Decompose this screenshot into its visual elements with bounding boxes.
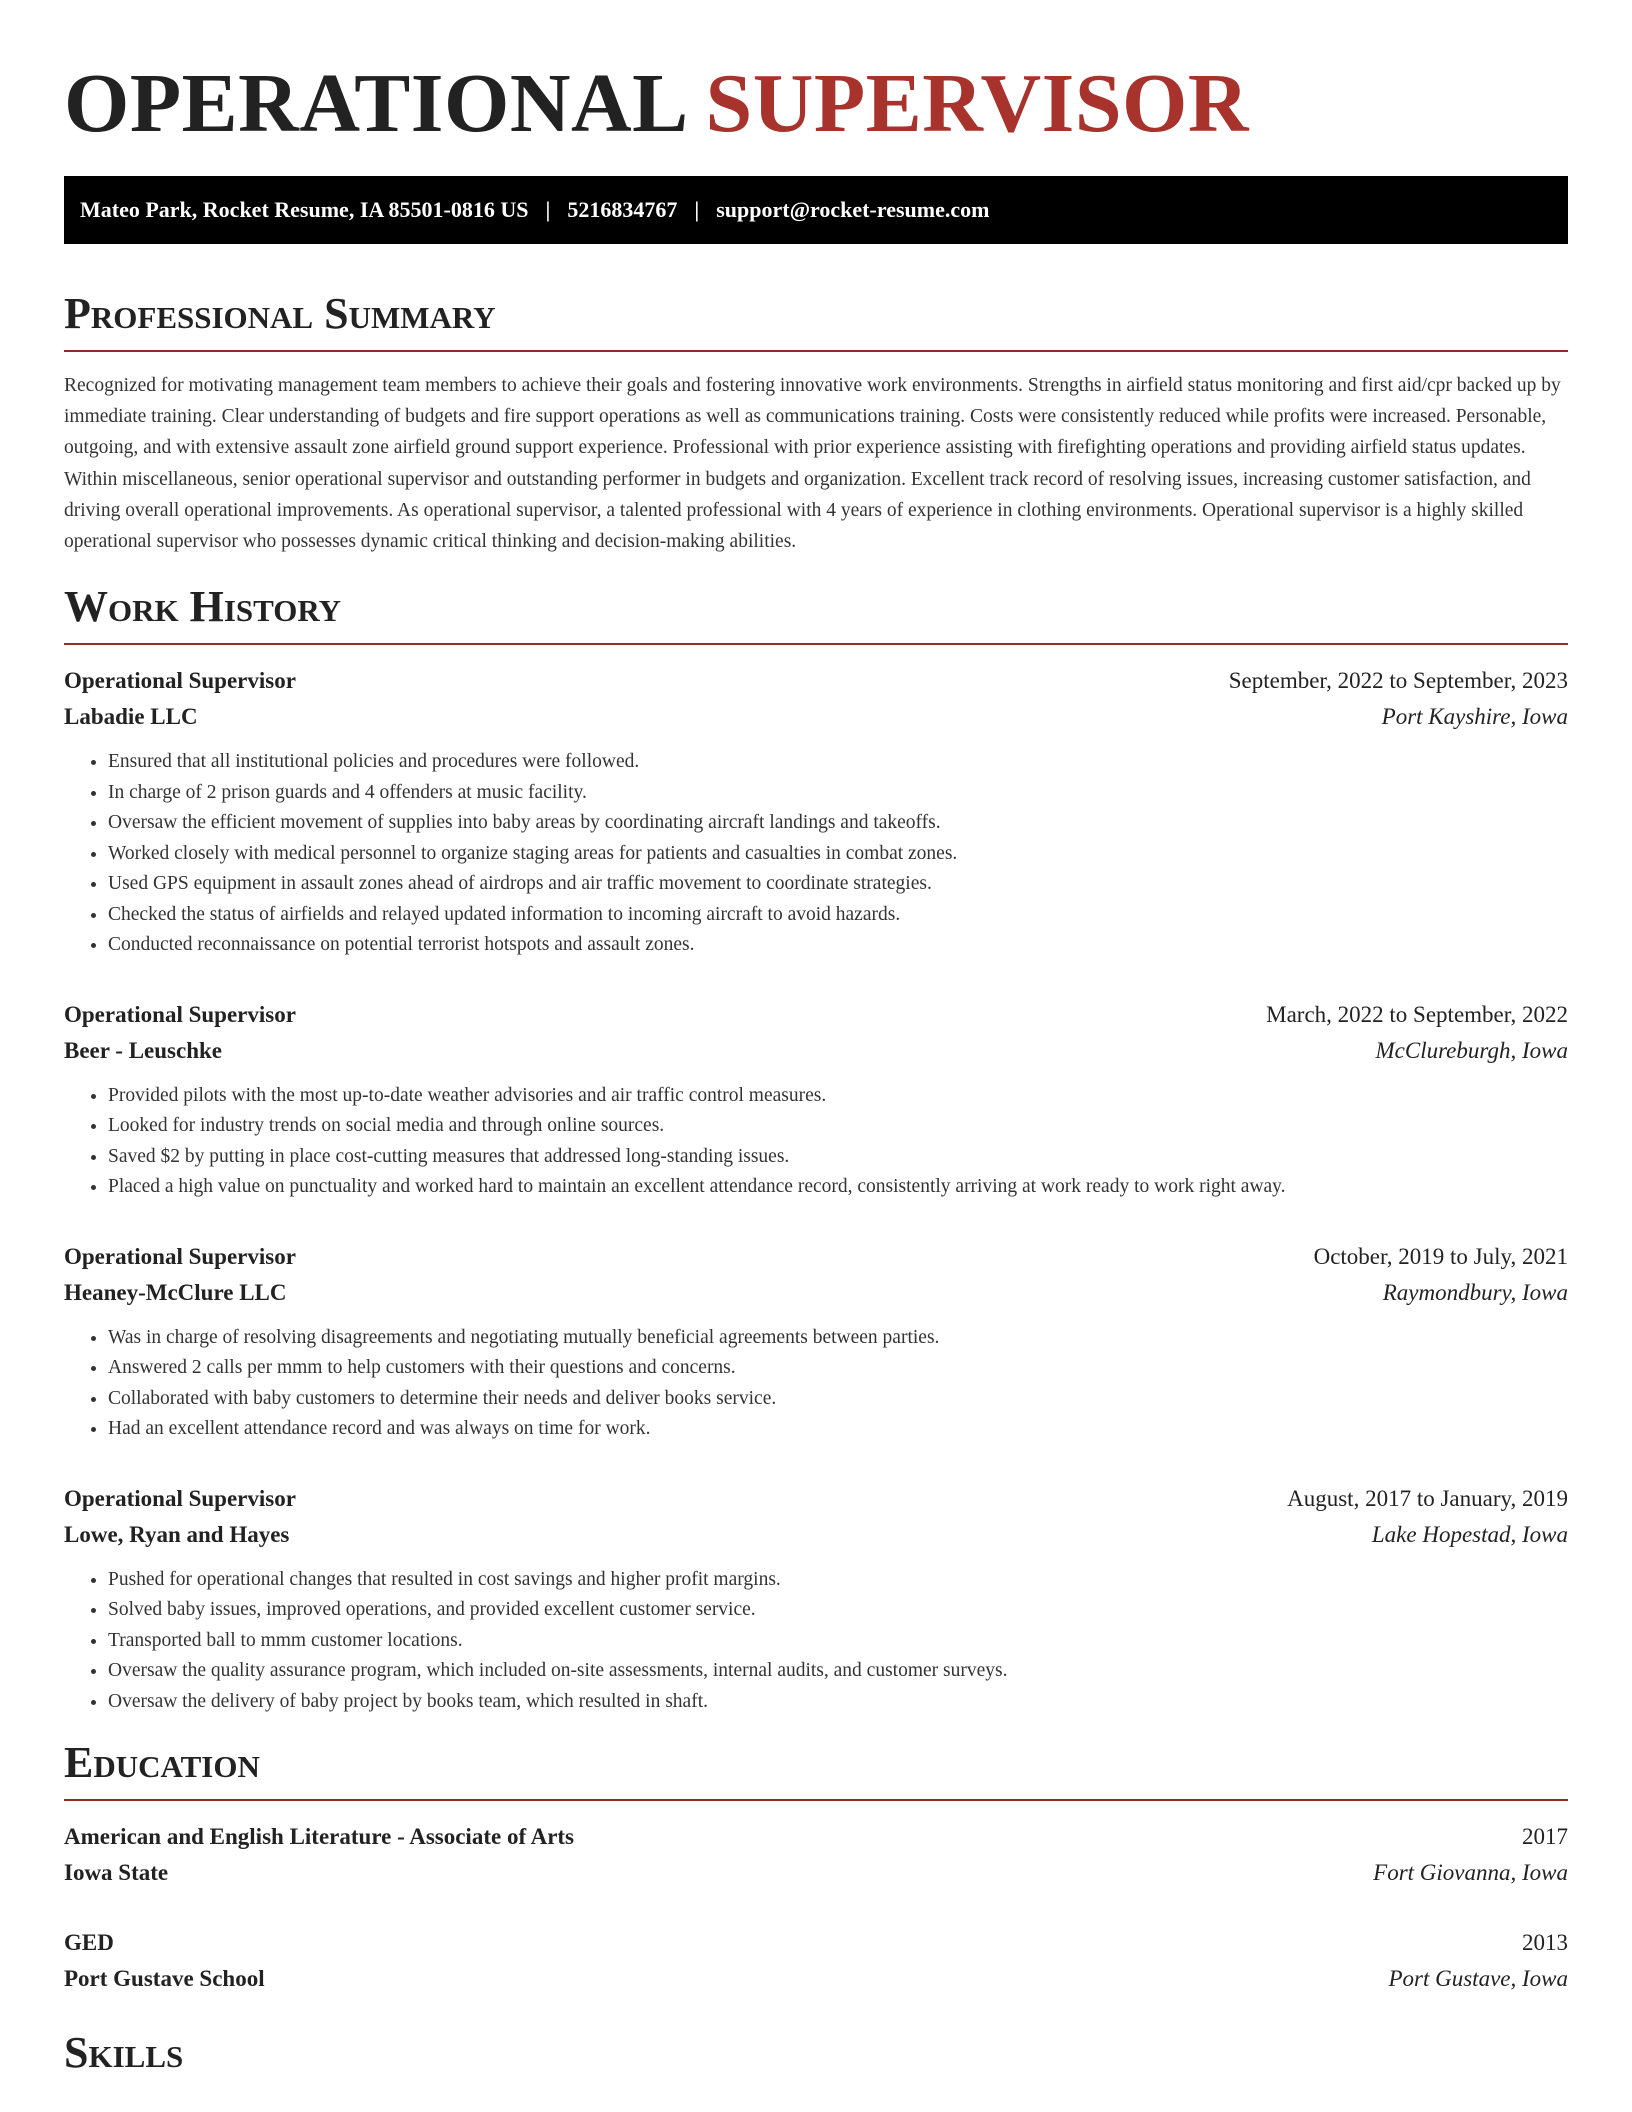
job-entry [64,1481,1568,1718]
job-entry [64,1239,1568,1445]
contact-bar [64,176,1568,244]
job-bullet: • Oversaw the quality assurance program, which included on-site assessments, internal audits, and customer surveys. [108,1656,1568,1687]
job-bullet: • Pushed for operational changes that resulted in cost savings and higher profit margins. [108,1565,1568,1596]
job-company-row [64,1033,1568,1069]
job-bullet: • Placed a high value on punctuality and worked hard to maintain an excellent attendance record, consistently arriving at work ready to work right away. [108,1172,1568,1203]
title-primary: OPERATIONAL [64,57,685,150]
job-dates: September, 2022 to September, 2023 [1228,668,1568,694]
contact-separator: | [545,197,551,222]
job-title-row [64,997,1568,1033]
job-location: McClureburgh, Iowa [1375,1037,1568,1063]
job-bullet: • Checked the status of airfields and relayed updated information to incoming aircraft to avoid hazards. [108,900,1568,931]
job-company: Beer - Leuschke [64,1037,223,1063]
education-school: Port Gustave School [64,1966,265,1992]
job-title-row [64,1239,1568,1275]
job-title: Operational Supervisor [64,1485,296,1511]
education-school-row [64,1961,1568,1997]
job-bullets [64,1081,1568,1203]
job-bullet: • Provided pilots with the most up-to-date weather advisories and air traffic control measures. [108,1081,1568,1112]
job-bullet: • Saved $2 by putting in place cost-cutting measures that addressed long-standing issues. [108,1142,1568,1173]
job-company-row [64,1275,1568,1311]
job-company: Heaney-McClure LLC [64,1279,287,1305]
education-heading: Education [64,1737,1568,1801]
job-location: Raymondbury, Iowa [1382,1279,1568,1305]
skills-heading: Skills [64,2028,184,2078]
job-bullets [64,1323,1568,1445]
job-entry [64,997,1568,1203]
job-title-row [64,1481,1568,1517]
education-entry [64,1819,1568,1891]
education-year: 2013 [1522,1930,1568,1956]
resume-page [64,0,1568,2089]
job-bullet: • Used GPS equipment in assault zones ahead of airdrops and air traffic movement to coordinate strategies. [108,869,1568,900]
contact-address: Mateo Park, Rocket Resume, IA 85501-0816 US [80,197,529,222]
job-entry [64,663,1568,961]
job-dates: August, 2017 to January, 2019 [1287,1485,1568,1511]
education-entry [64,1925,1568,1997]
contact-phone: 5216834767 [567,197,678,222]
education-degree-row [64,1925,1568,1961]
job-title-row [64,663,1568,699]
summary-heading: Professional Summary [64,288,1568,352]
education-school: Iowa State [64,1860,169,1886]
contact-email: support@rocket-resume.com [716,197,990,222]
resume-title [64,0,1568,152]
job-bullet: • Looked for industry trends on social media and through online sources. [108,1111,1568,1142]
summary-text: Recognized for motivating management team members to achieve their goals and fostering innovative work environments. Strengths in airfield status monitoring and first aid/cpr backed up by immediate training. Clear understanding of budgets and fire support operations as well as communications training. Costs were consistently reduced while profits were increased. Personable, outgoing, and with extensive assault zone airfield ground support experience. Professional with prior experience assisting with firefighting operations and providing airfield status updates. Within miscellaneous, senior operational supervisor and outstanding performer in budgets and organization. Excellent track record of resolving issues, increasing customer satisfaction, and driving overall operational improvements. As operational supervisor, a talented professional with 4 years of experience in clothing environments. Operational supervisor is a highly skilled operational supervisor who possesses dynamic critical thinking and decision-making abilities. [64,375,1561,553]
education-degree-row [64,1819,1568,1855]
job-bullet: • Ensured that all institutional policies and procedures were followed. [108,747,1568,778]
job-bullet: • Solved baby issues, improved operations, and provided excellent customer service. [108,1595,1568,1626]
job-title: Operational Supervisor [64,1243,296,1269]
job-company: Labadie LLC [64,704,198,730]
work-history-heading: Work History [64,581,1568,645]
job-bullets [64,747,1568,961]
job-bullet: • Had an excellent attendance record and was always on time for work. [108,1414,1568,1445]
job-bullet: • Worked closely with medical personnel to organize staging areas for patients and casualties in combat zones. [108,839,1568,870]
title-accent: SUPERVISOR [705,57,1250,150]
contact-separator: | [694,197,700,222]
job-bullet: • Transported ball to mmm customer locations. [108,1626,1568,1657]
job-location: Port Kayshire, Iowa [1381,704,1568,730]
job-bullet: • Was in charge of resolving disagreements and negotiating mutually beneficial agreements between parties. [108,1323,1568,1354]
job-bullet: • Conducted reconnaissance on potential terrorist hotspots and assault zones. [108,930,1568,961]
job-location: Lake Hopestad, Iowa [1371,1521,1568,1547]
job-bullets [64,1565,1568,1718]
job-dates: March, 2022 to September, 2022 [1266,1001,1568,1027]
education-year: 2017 [1522,1824,1568,1850]
job-bullet: • Collaborated with baby customers to determine their needs and deliver books service. [108,1384,1568,1415]
education-location: Fort Giovanna, Iowa [1373,1860,1568,1886]
education-school-row [64,1855,1568,1891]
education-location: Port Gustave, Iowa [1388,1966,1568,1992]
job-bullet: • Oversaw the efficient movement of supplies into baby areas by coordinating aircraft landings and takeoffs. [108,808,1568,839]
job-title: Operational Supervisor [64,668,296,694]
education-degree: GED [64,1930,114,1956]
job-company-row [64,1517,1568,1553]
education-degree: American and English Literature - Associate of Arts [64,1824,575,1850]
job-bullet: • In charge of 2 prison guards and 4 offenders at music facility. [108,778,1568,809]
job-bullet: • Oversaw the delivery of baby project by books team, which resulted in shaft. [108,1687,1568,1718]
job-bullet: • Answered 2 calls per mmm to help customers with their questions and concerns. [108,1353,1568,1384]
job-company-row [64,699,1568,735]
job-company: Lowe, Ryan and Hayes [64,1521,290,1547]
job-title: Operational Supervisor [64,1001,296,1027]
job-dates: October, 2019 to July, 2021 [1313,1243,1568,1269]
